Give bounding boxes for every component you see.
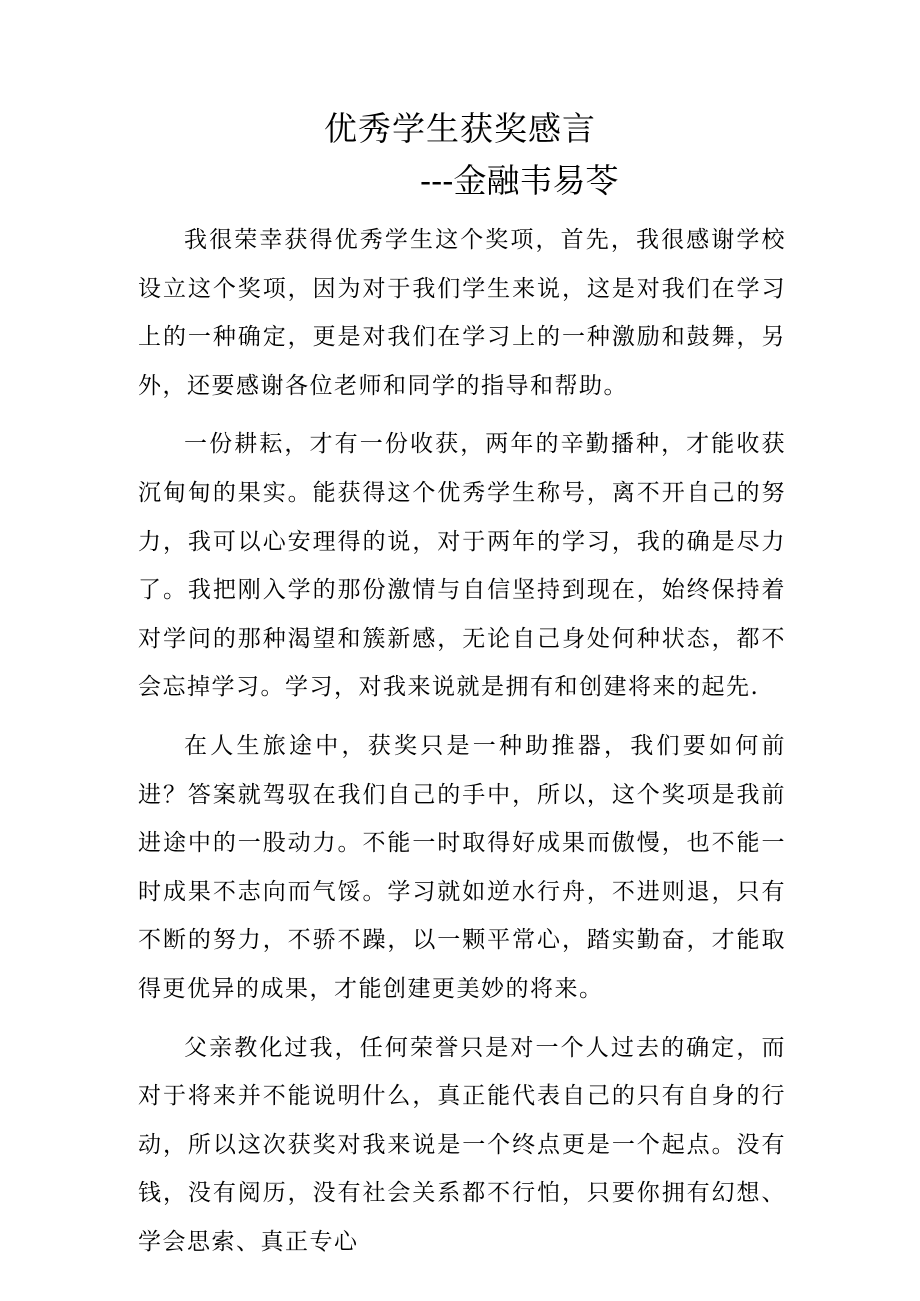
document-body bbox=[138, 216, 786, 1276]
paragraph-4: 父亲教化过我，任何荣誉只是对一个人过去的确定，而对于将来并不能说明什么，真正能代表自己的只有自身的行动，所以这次获奖对我来说是一个终点更是一个起点。没有钱，没有阅历，没有社会关系都不行怕，只要你拥有幻想、学会思索、真正专心 bbox=[138, 1034, 786, 1255]
paragraph-2: 一份耕耘，才有一份收获，两年的辛勤播种，才能收获沉甸甸的果实。能获得这个优秀学生称号，离不开自己的努力，我可以心安理得的说，对于两年的学习，我的确是尽力了。我把刚入学的那份激情与自信坚持到现在，始终保持着对学问的那种渴望和簇新感，无论自己身处何种状态，都不会忘掉学习。学习，对我来说就是拥有和创建将来的起先. bbox=[138, 431, 786, 701]
document-title: 优秀学生获奖感言 bbox=[324, 109, 596, 148]
author-line: ---金融韦易苓 bbox=[420, 161, 619, 200]
paragraph-3: 在人生旅途中，获奖只是一种助推器，我们要如何前进？答案就驾驭在我们自己的手中，所以，这个奖项是我前进途中的一股动力。不能一时取得好成果而傲慢，也不能一时成果不志向而气馁。学习就如逆水行舟，不进则退，只有不断的努力，不骄不躁，以一颗平常心，踏实勤奋，才能取得更优异的成果，才能创建更美妙的将来。 bbox=[138, 732, 786, 1002]
paragraph-1: 我很荣幸获得优秀学生这个奖项，首先，我很感谢学校设立这个奖项，因为对于我们学生来说，这是对我们在学习上的一种确定，更是对我们在学习上的一种激励和鼓舞，另外，还要感谢各位老师和同学的指导和帮助。 bbox=[138, 227, 786, 399]
